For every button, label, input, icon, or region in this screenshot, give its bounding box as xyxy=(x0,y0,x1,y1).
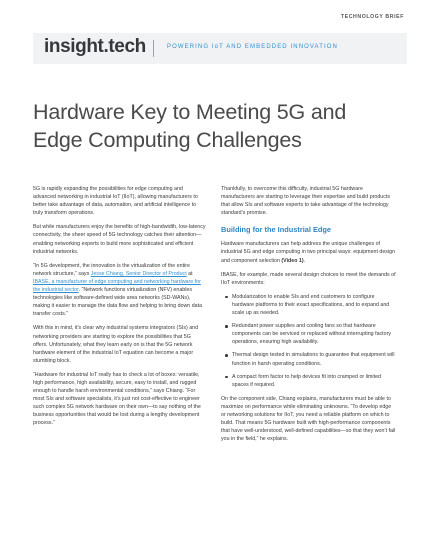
logo-tail-text: tech xyxy=(108,36,146,57)
text: “In 5G development, the innovation is the virtualization of the entire network structure,” says xyxy=(33,262,190,277)
paragraph: With this in mind, it’s clear why industrial systems integrators (SIs) and networking providers are starting to explore the possibilities that 5G offers. Unfortunately, what they learn early on is that the 5G network hardware element of the industrial IoT equation can become a major stumbling block. xyxy=(33,325,199,364)
text: at xyxy=(186,270,193,277)
paragraph: On the component side, Chiang explains, manufacturers must be able to maximize on performance while eliminating unknowns. “To develop edge or networking solutions for IIoT, you need a reliable platform on which to build. That means 5G hardware built with high-performance components that have well-understood, well-defined capabilities—so that they won’t fail you in the field,” he explains. xyxy=(221,395,396,443)
section-heading: Building for the Industrial Edge xyxy=(221,225,332,235)
left-column xyxy=(33,185,206,434)
list-item: Thermal design tested in simulations to guarantee that equipment will function in harsh operating conditions. xyxy=(221,351,397,367)
list-item: Redundant power supplies and cooling fans so that hardware components can be serviced or replaced without interrupting factory operations, ensuring high availability. xyxy=(221,322,397,346)
author-link[interactable]: Jesse Chiang, Senior Director of Product xyxy=(90,270,187,277)
logo-main-text: insight xyxy=(44,36,104,57)
brand-header xyxy=(33,33,407,64)
video-reference: (Video 1) xyxy=(281,257,304,264)
page-title: Hardware Key to Meeting 5G and Edge Computing Challenges xyxy=(33,100,347,152)
site-logo[interactable] xyxy=(44,36,146,58)
paragraph: 5G is rapidly expanding the possibilities for edge computing and advanced networking in industrial IoT (IIoT), allowing manufacturers to better take advantage of data, automation, and artificial intelligence to truly transform operations. xyxy=(33,186,198,217)
paragraph-with-links xyxy=(33,262,206,319)
paragraph: But while manufacturers enjoy the benefits of high-bandwidth, low-latency connectivity, the sheer speed of 5G technology catches their attention—enabling networking experts to build more sophisticated and efficient industrial networks. xyxy=(33,224,206,255)
paragraph: IBASE, for example, made several design choices to meet the demands of IIoT environments: xyxy=(221,271,396,286)
right-column xyxy=(221,185,397,449)
tagline: POWERING IoT AND EMBEDDED INNOVATION xyxy=(167,44,338,50)
logo-dot: . xyxy=(103,36,109,57)
logo-divider xyxy=(153,40,154,57)
paragraph xyxy=(221,240,397,264)
text: Hardware manufacturers can help address the unique challenges of industrial 5G and edge computing in two principal ways: equipment design and component selection xyxy=(221,241,396,264)
bullet-list xyxy=(221,293,397,389)
text: . xyxy=(303,257,306,264)
text: . “Network functions virtualization (NFV) enables technologies like software-defined wide area networks (SD-WANs), making it easier to manage the data flow and helping to bring down data transfer costs.” xyxy=(33,287,203,318)
document-type-label: TECHNOLOGY BRIEF xyxy=(340,14,404,20)
paragraph: “Hardware for industrial IoT really has to check a lot of boxes: versatile, high performance, high availability, secure, easy to install, and rugged enough to handle harsh environmental conditions,” says Chiang. “For most SIs and software specialists, it’s just not cost-effective to engineer such complex 5G network hardware on their own—to say nothing of the business opportunities that would be lost during a lengthy development process.” xyxy=(33,371,201,427)
list-item: A compact form factor to help devices fit into cramped or limited spaces if required. xyxy=(221,373,397,389)
paragraph: Thankfully, to overcome this difficulty, industrial 5G hardware manufacturers are starting to leverage their expertise and build products that allow SIs and software experts to take advantage of the technology standard’s promise. xyxy=(221,186,391,217)
company-link[interactable]: IBASE, a manufacturer of edge computing and networking hardware for the industrial sector xyxy=(33,278,201,294)
list-item: Modularization to enable SIs and end customers to configure hardware platforms to their exact specifications, and to expand and scale up as needed. xyxy=(221,293,397,317)
